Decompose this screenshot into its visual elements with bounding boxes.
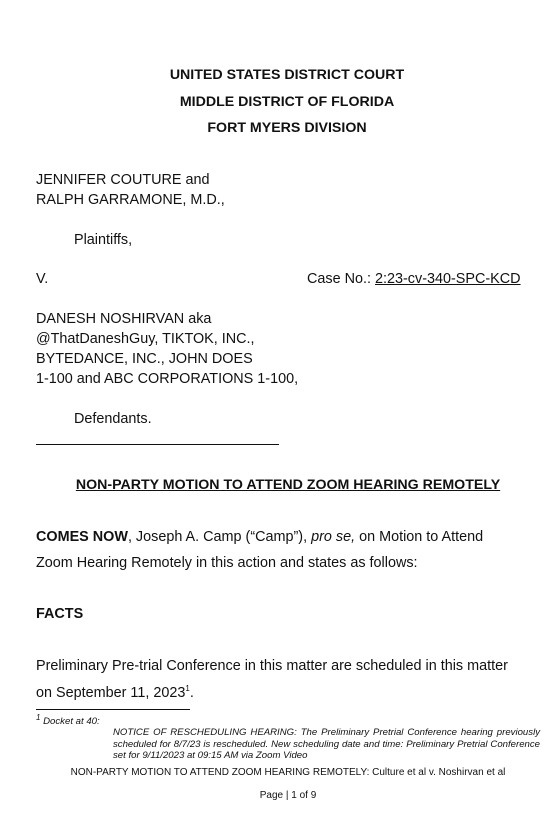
intro-text-1: , Joseph A. Camp (“Camp”), (127, 529, 312, 545)
footer-page-number (0, 790, 560, 801)
case-number-value: 2:23-cv-340-SPC-KCD (375, 271, 521, 287)
defendants-label: Defendants. (74, 411, 152, 427)
intro-line-1 (36, 529, 483, 545)
caption-divider (36, 444, 279, 445)
footnote-docket: Docket at 40: (43, 716, 100, 728)
footnote-divider (36, 709, 190, 710)
court-name: UNITED STATES DISTRICT COURT (169, 67, 405, 83)
footnote-marker: 1 (36, 713, 41, 722)
footnote-reference: 1 (185, 684, 190, 693)
pro-se: pro se, (311, 529, 356, 545)
court-division: FORT MYERS DIVISION (207, 120, 367, 136)
intro-text-2: on Motion to Attend (355, 529, 484, 545)
facts-period: . (189, 684, 194, 701)
facts-line-1: Preliminary Pre-trial Conference in this matter are scheduled in this matter (36, 658, 508, 674)
page-of: of (296, 790, 311, 801)
plaintiff-line-2: RALPH GARRAMONE, M.D., (36, 192, 225, 208)
page-total: 9 (310, 790, 317, 801)
plaintiffs-label: Plaintiffs, (74, 232, 133, 248)
footer-running-title: NON-PARTY MOTION TO ATTEND ZOOM HEARING REMOTELY: Culture et al v. Noshirvan et al (70, 767, 506, 778)
motion-title: NON-PARTY MOTION TO ATTEND ZOOM HEARING REMOTELY (75, 477, 501, 493)
intro-line-2: Zoom Hearing Remotely in this action and states as follows: (36, 555, 418, 571)
defendant-line-4: 1-100 and ABC CORPORATIONS 1-100, (36, 371, 299, 387)
comes-now: COMES NOW (36, 529, 128, 545)
case-number (307, 271, 521, 287)
case-number-label: Case No.: (307, 271, 371, 287)
footnote-notice: NOTICE OF RESCHEDULING HEARING: The Preliminary Pretrial Conference hearing previously scheduled for 8/7/23 is rescheduled. New scheduling date and time: Preliminary Pretrial Conference set for 9/11/2023 at 09:15 AM via Zoom Video (113, 727, 540, 761)
defendant-line-3: BYTEDANCE, INC., JOHN DOES (36, 351, 253, 367)
page-current: 1 (291, 790, 297, 801)
versus-label: V. (36, 271, 49, 287)
facts-heading: FACTS (36, 606, 84, 622)
facts-date-text: on September 11, 2023 (36, 684, 186, 701)
footnote-label (36, 713, 100, 727)
plaintiff-line-1: JENNIFER COUTURE and (36, 172, 210, 188)
court-district: MIDDLE DISTRICT OF FLORIDA (179, 94, 395, 110)
facts-line-2 (36, 684, 194, 701)
defendant-line-2: @ThatDaneshGuy, TIKTOK, INC., (36, 331, 255, 347)
page-prefix: Page | (259, 790, 292, 801)
defendant-line-1: DANESH NOSHIRVAN aka (36, 311, 212, 327)
